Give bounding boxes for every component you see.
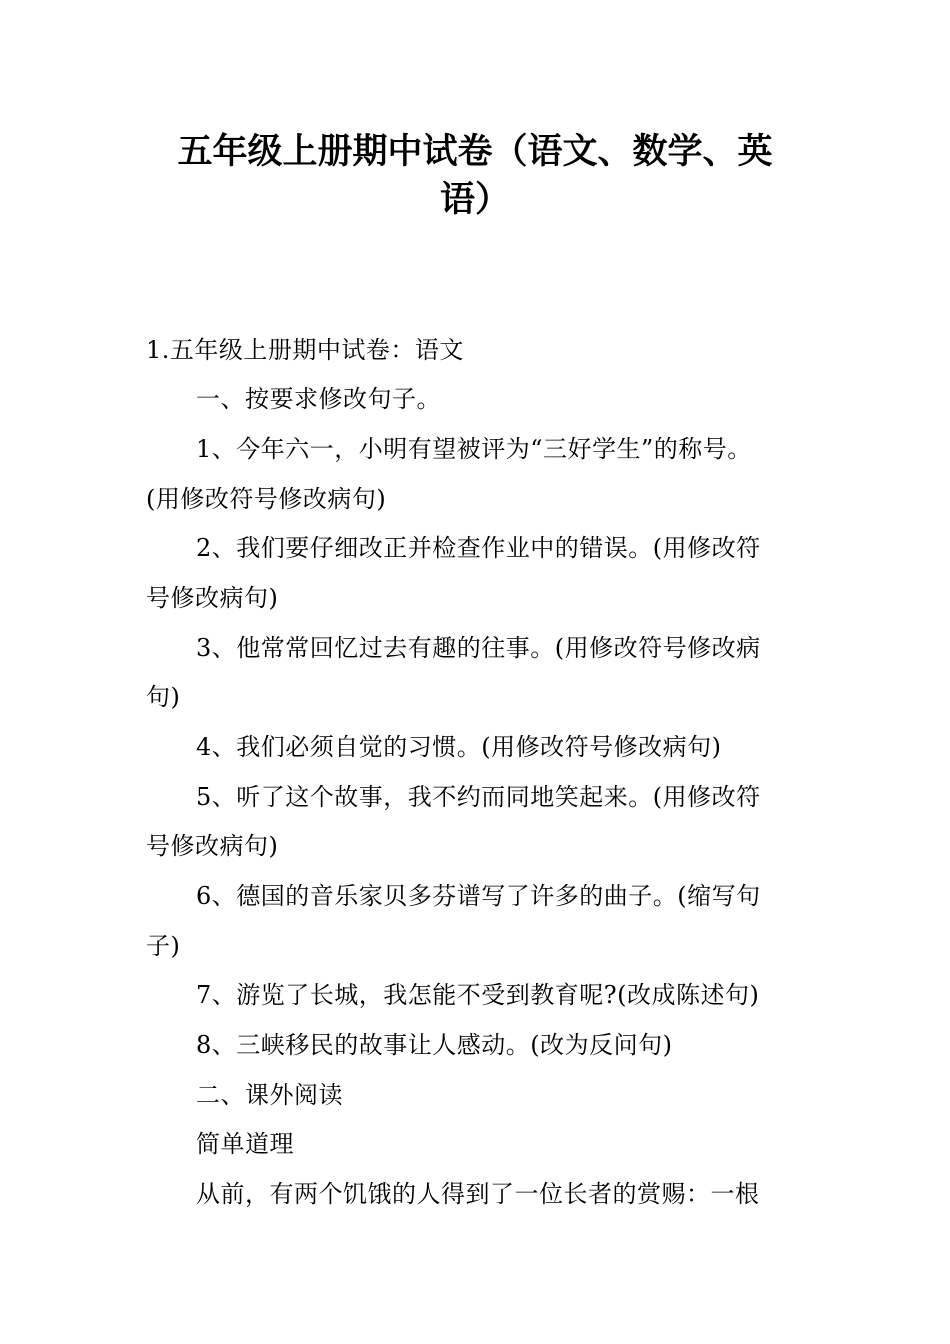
- question-7: 7、游览了长城，我怎能不受到教育呢?(改成陈述句): [196, 981, 760, 1009]
- part-heading-reading: 二、课外阅读: [196, 1081, 343, 1109]
- question-6-continued: 子): [146, 932, 181, 960]
- question-5-continued: 号修改病句): [146, 832, 279, 860]
- question-8: 8、三峡移民的故事让人感动。(改为反问句): [196, 1031, 673, 1059]
- question-5: 5、听了这个故事，我不约而同地笑起来。(用修改符: [196, 783, 761, 811]
- title-line-1: 五年级上册期中试卷（语文、数学、英: [177, 132, 773, 172]
- reading-paragraph-line-1: 从前，有两个饥饿的人得到了一位长者的赏赐：一根: [196, 1180, 760, 1208]
- question-6: 6、德国的音乐家贝多芬谱写了许多的曲子。(缩写句: [196, 882, 761, 910]
- title-line-2: 语）: [439, 180, 510, 220]
- question-2: 2、我们要仔细改正并检查作业中的错误。(用修改符: [196, 534, 761, 562]
- question-3-continued: 句): [146, 683, 181, 711]
- question-1: 1、今年六一，小明有望被评为“三好学生”的称号。: [196, 435, 752, 463]
- question-1-continued: (用修改符号修改病句): [146, 485, 387, 513]
- reading-title: 简单道理: [196, 1130, 294, 1158]
- question-4: 4、我们必须自觉的习惯。(用修改符号修改病句): [196, 733, 722, 761]
- section-heading-chinese: 1.五年级上册期中试卷：语文: [146, 336, 464, 364]
- document-title: [150, 128, 800, 224]
- question-3: 3、他常常回忆过去有趣的往事。(用修改符号修改病: [196, 634, 761, 662]
- question-2-continued: 号修改病句): [146, 584, 279, 612]
- part-heading-sentence-revision: 一、按要求修改句子。: [196, 385, 441, 413]
